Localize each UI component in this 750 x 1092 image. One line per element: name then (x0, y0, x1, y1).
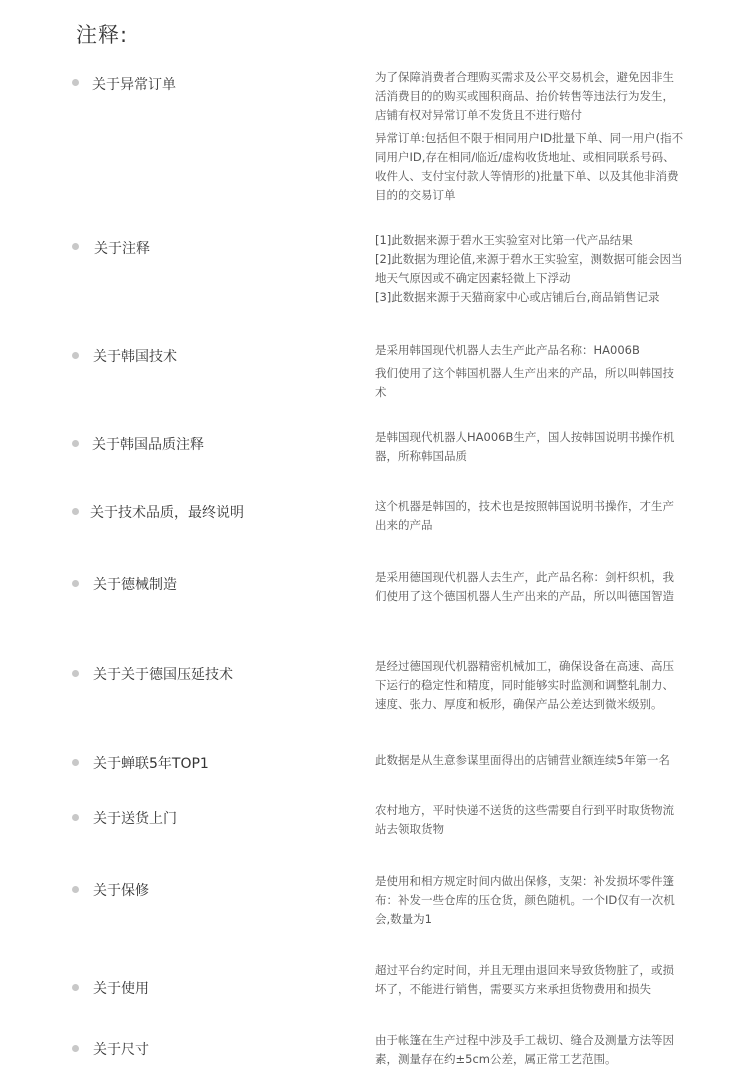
note-paragraph: 是采用韩国现代机器人去生产此产品名称：HA006B (375, 343, 640, 357)
note-term: 关于注释 (94, 241, 150, 257)
note-description (375, 1031, 685, 1069)
note-description (375, 341, 685, 402)
note-term: 关于关于德国压延技术 (93, 667, 233, 683)
note-description (375, 497, 685, 535)
note-description (375, 68, 685, 205)
note-paragraph: 为了保障消费者合理购买需求及公平交易机会，避免因非生活消费目的的购买或囤积商品、抬价转售等违法行为发生，店铺有权对异常订单不发货且不进行赔付 (375, 70, 674, 122)
note-term: 关于使用 (93, 981, 149, 997)
note-paragraph: [3]此数据来源于天猫商家中心或店铺后台,商品销售记录 (375, 290, 660, 304)
note-description (375, 657, 685, 714)
note-description (375, 872, 685, 929)
note-description (375, 231, 685, 307)
note-paragraph: 这个机器是韩国的，技术也是按照韩国说明书操作，才生产出来的产品 (375, 499, 674, 532)
bullet-icon (72, 352, 79, 359)
note-paragraph: 超过平台约定时间，并且无理由退回来导致货物脏了，或损坏了，不能进行销售，需要买方来承担货物费用和损失 (375, 963, 674, 996)
bullet-icon (72, 508, 79, 515)
note-description (375, 751, 685, 770)
bullet-icon (72, 670, 79, 677)
bullet-icon (72, 580, 79, 587)
bullet-icon (72, 886, 79, 893)
note-paragraph: 由于帐篷在生产过程中涉及手工裁切、缝合及测量方法等因素，测量存在约±5cm公差，属正常工艺范围。 (375, 1033, 674, 1066)
bullet-icon (72, 79, 79, 86)
bullet-icon (72, 814, 79, 821)
note-paragraph: 是韩国现代机器人HA006B生产，国人按韩国说明书操作机器，所称韩国品质 (375, 430, 675, 463)
bullet-icon (72, 759, 79, 766)
note-paragraph: 是经过德国现代机器精密机械加工，确保设备在高速、高压下运行的稳定性和精度，同时能够实时监测和调整轧制力、速度、张力、厚度和板形，确保产品公差达到微米级别。 (375, 659, 674, 711)
note-term: 关于异常订单 (92, 77, 176, 93)
note-description (375, 801, 685, 839)
note-paragraph: [1]此数据来源于碧水王实验室对比第一代产品结果 (375, 233, 633, 247)
page-title: 注释: (76, 23, 129, 47)
note-paragraph: 是使用和相方规定时间内做出保修，支架：补发损坏零件篷布：补发一些仓库的压仓货，颜色随机。一个ID仅有一次机会,数量为1 (375, 874, 675, 926)
note-description (375, 568, 685, 606)
note-paragraph: 农村地方，平时快递不送货的这些需要自行到平时取货物流站去领取货物 (375, 803, 674, 836)
bullet-icon (72, 440, 79, 447)
note-description (375, 961, 685, 999)
note-paragraph: 此数据是从生意参谋里面得出的店铺营业额连续5年第一名 (375, 753, 670, 767)
note-term: 关于送货上门 (93, 811, 177, 827)
note-term: 关于技术品质，最终说明 (90, 505, 244, 521)
bullet-icon (72, 243, 79, 250)
note-paragraph: [2]此数据为理论值,来源于碧水王实验室，测数据可能会因当地天气原因或不确定因素轻微上下浮动 (375, 252, 683, 285)
note-term: 关于韩国品质注释 (92, 437, 204, 453)
note-term: 关于韩国技术 (93, 349, 177, 365)
note-paragraph: 我们使用了这个韩国机器人生产出来的产品，所以叫韩国技术 (375, 366, 674, 399)
bullet-icon (72, 1045, 79, 1052)
note-term: 关于保修 (93, 883, 149, 899)
note-term: 关于德械制造 (93, 577, 177, 593)
note-paragraph: 是采用德国现代机器人去生产，此产品名称：剑杆织机，我们使用了这个德国机器人生产出来的产品，所以叫德国智造 (375, 570, 674, 603)
note-description (375, 428, 685, 466)
note-term: 关于蝉联5年TOP1 (93, 756, 209, 772)
bullet-icon (72, 984, 79, 991)
note-term: 关于尺寸 (93, 1042, 149, 1058)
note-paragraph: 异常订单:包括但不限于相同用户ID批量下单、同一用户(指不同用户ID,存在相同/临近/虚构收货地址、或相同联系号码、收件人、支付宝付款人等情形的)批量下单、以及其他非消费目的的交易订单 (375, 131, 684, 202)
